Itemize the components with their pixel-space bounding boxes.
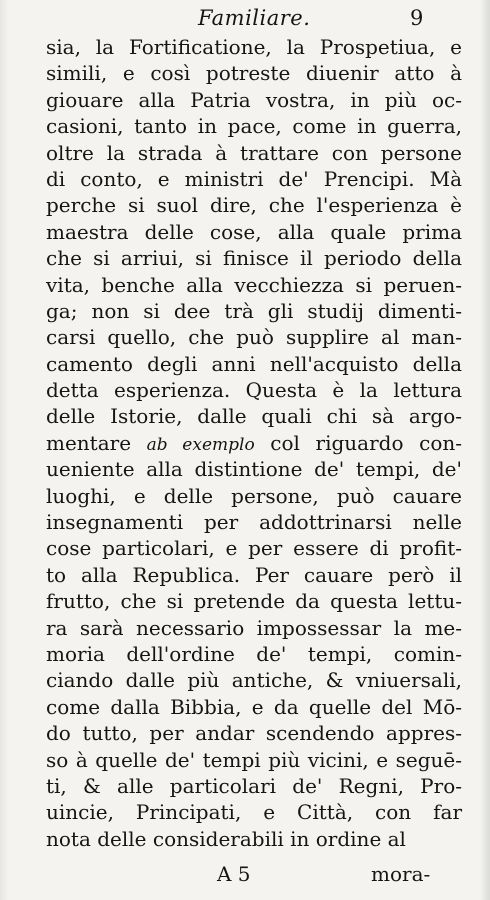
page-footer — [0, 862, 490, 890]
text-line: cose particolari, e per essere di profit- — [46, 536, 462, 561]
signature-mark: A 5 — [217, 862, 251, 886]
text-line: insegnamenti per addottrinarsi nelle — [46, 510, 462, 535]
text-line: sia, la Fortificatione, la Prospetiua, e — [46, 35, 462, 59]
body-text — [46, 34, 462, 852]
text-line: nota delle considerabili in ordine al — [46, 826, 406, 851]
catchword: mora- — [371, 862, 431, 886]
text-line: che si arriui, si finisce il periodo della — [46, 246, 462, 271]
text-line: ra sarà necessario impossessar la me- — [46, 615, 462, 640]
italic-phrase: ab exemplo — [146, 434, 255, 455]
text-line: maestra delle cose, alla quale prima — [46, 219, 462, 244]
text-line: luoghi, e delle persone, può cauare — [46, 483, 462, 508]
text-line: casioni, tanto in pace, come in guerra, — [46, 114, 462, 139]
text-line: detta esperienza. Questa è la lettura — [46, 378, 462, 403]
text-line: moria dell'ordine de' tempi, comin- — [46, 641, 462, 666]
text-line: di conto, e ministri de' Prencipi. Mà — [46, 166, 462, 191]
text-line: come dalla Bibbia, e da quelle del Mō- — [46, 694, 462, 719]
text-line: do tutto, per andar scendendo appres- — [46, 721, 462, 746]
text-line: carsi quello, che può supplire al man- — [46, 325, 462, 350]
text-line: simili, e così potreste diuenir atto à — [46, 61, 462, 86]
text-line: vita, benche alla vecchiezza si peruen- — [46, 272, 462, 297]
text-line: giouare alla Patria vostra, in più oc- — [46, 87, 462, 112]
text-line: oltre la strada à trattare con persone — [46, 140, 462, 165]
text-line: to alla Republica. Per cauare però il — [46, 562, 462, 587]
text-line-with-italic — [46, 430, 462, 456]
text-line: ti, & alle particolari de' Regni, Pro- — [46, 773, 462, 798]
text-line: perche si suol dire, che l'esperienza è — [46, 193, 462, 218]
text-line: camento degli anni nell'acquisto della — [46, 351, 462, 376]
text-line: delle Istorie, dalle quali chi sà argo- — [46, 404, 462, 429]
text-line: frutto, che si pretende da questa lettu- — [46, 589, 462, 614]
running-title: Familiare. — [198, 6, 311, 30]
page-edge-shadow — [480, 0, 490, 900]
text-segment: mentare — [46, 430, 147, 455]
text-line: ueniente alla distintione de' tempi, de' — [46, 457, 462, 482]
text-line: uincie, Principati, e Città, con far — [46, 800, 462, 825]
text-line: so à quelle de' tempi più vicini, e seguē- — [46, 747, 462, 772]
page-number: 9 — [410, 6, 424, 30]
text-line: ga; non si dee trà gli studij dimenti- — [46, 298, 462, 323]
text-segment: col riguardo con- — [254, 430, 462, 455]
page-gutter-shadow — [0, 0, 8, 900]
text-line: ciando dalle più antiche, & vniuersali, — [46, 668, 462, 693]
